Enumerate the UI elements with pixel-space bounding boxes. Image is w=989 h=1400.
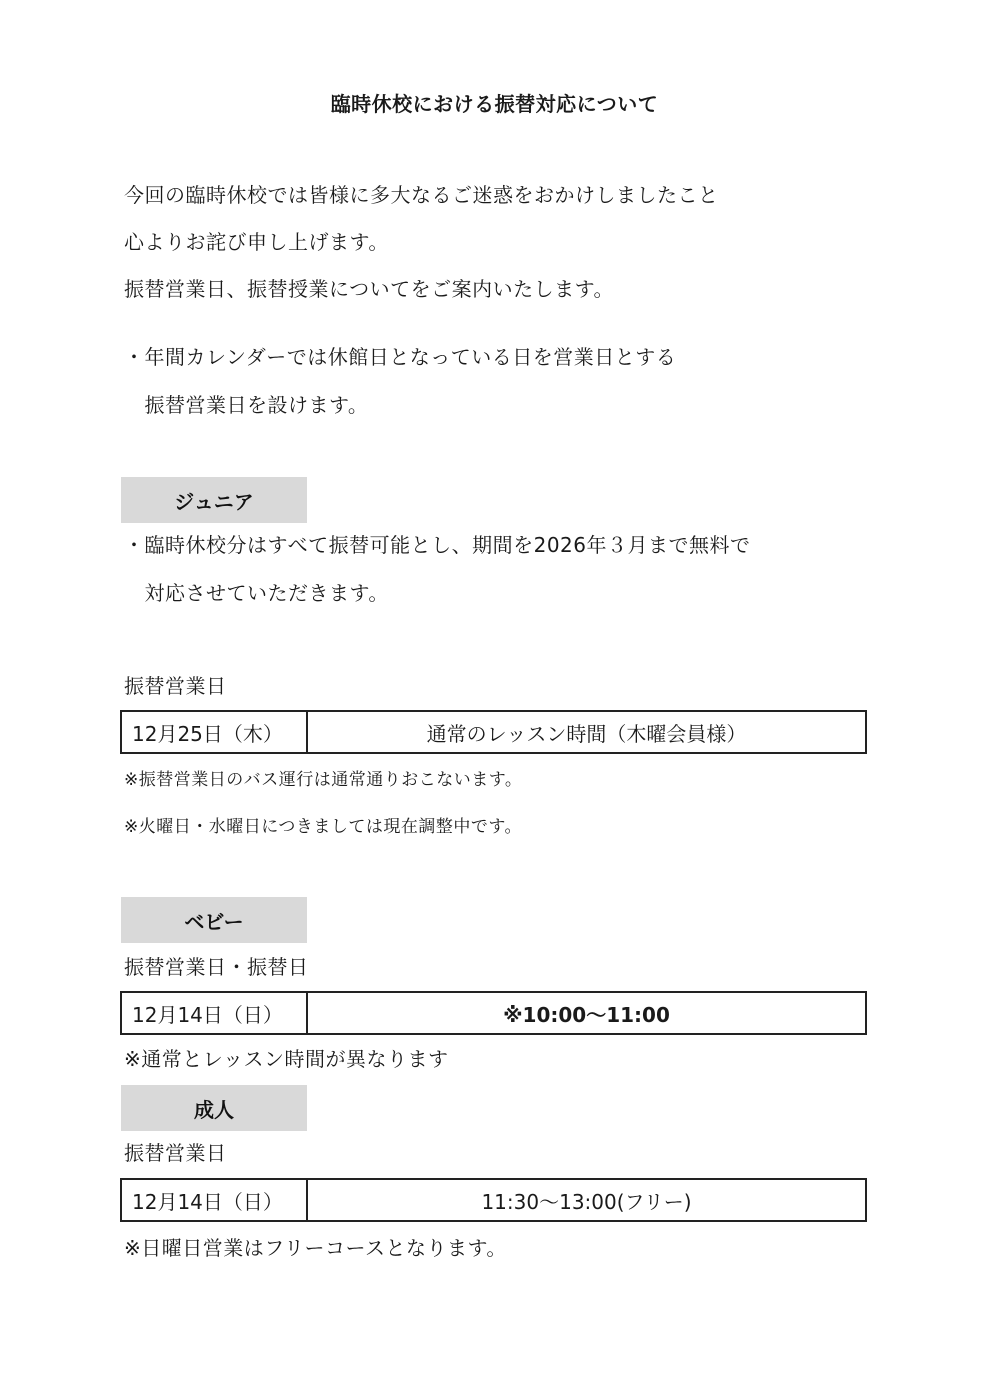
notice-line-1: ・年間カレンダーでは休館日となっている日を営業日とする — [124, 345, 677, 369]
junior-date-cell: 12月25日（木） — [122, 712, 308, 752]
junior-table-caption: 振替営業日 — [124, 674, 227, 698]
junior-note-1: ※振替営業日のバス運行は通常通りおこないます。 — [124, 770, 523, 790]
section-label-adult: 成人 — [121, 1085, 307, 1131]
adult-detail-cell: 11:30〜13:00(フリー) — [481, 1189, 692, 1214]
intro-line-1: 今回の臨時休校では皆様に多大なるご迷惑をおかけしましたこと — [124, 183, 719, 207]
baby-date-cell: 12月14日（日） — [122, 993, 308, 1033]
junior-note-2: ※火曜日・水曜日につきましては現在調整中です。 — [124, 817, 523, 837]
adult-date-cell: 12月14日（日） — [122, 1180, 308, 1220]
notice-line-2: 振替営業日を設けます。 — [124, 393, 369, 417]
page-title: 臨時休校における振替対応について — [330, 92, 659, 116]
adult-schedule-table — [120, 1178, 867, 1222]
baby-table-caption: 振替営業日・振替日 — [124, 955, 309, 979]
junior-bullet-2: 対応させていただきます。 — [124, 581, 389, 605]
adult-table-caption: 振替営業日 — [124, 1141, 227, 1165]
adult-note-1: ※日曜日営業はフリーコースとなります。 — [124, 1236, 507, 1260]
section-label-junior: ジュニア — [121, 477, 307, 523]
baby-schedule-table — [120, 991, 867, 1035]
baby-note-1: ※通常とレッスン時間が異なります — [124, 1047, 449, 1071]
baby-detail-cell: ※10:00〜11:00 — [503, 1002, 670, 1027]
junior-schedule-table — [120, 710, 867, 754]
intro-line-3: 振替営業日、振替授業についてをご案内いたします。 — [124, 277, 614, 301]
intro-line-2: 心よりお詫び申し上げます。 — [124, 230, 389, 254]
section-label-baby: ベビー — [121, 897, 307, 943]
junior-bullet-1: ・臨時休校分はすべて振替可能とし、期間を2026年３月まで無料で — [124, 533, 751, 557]
junior-detail-cell: 通常のレッスン時間（木曜会員様） — [426, 721, 747, 746]
